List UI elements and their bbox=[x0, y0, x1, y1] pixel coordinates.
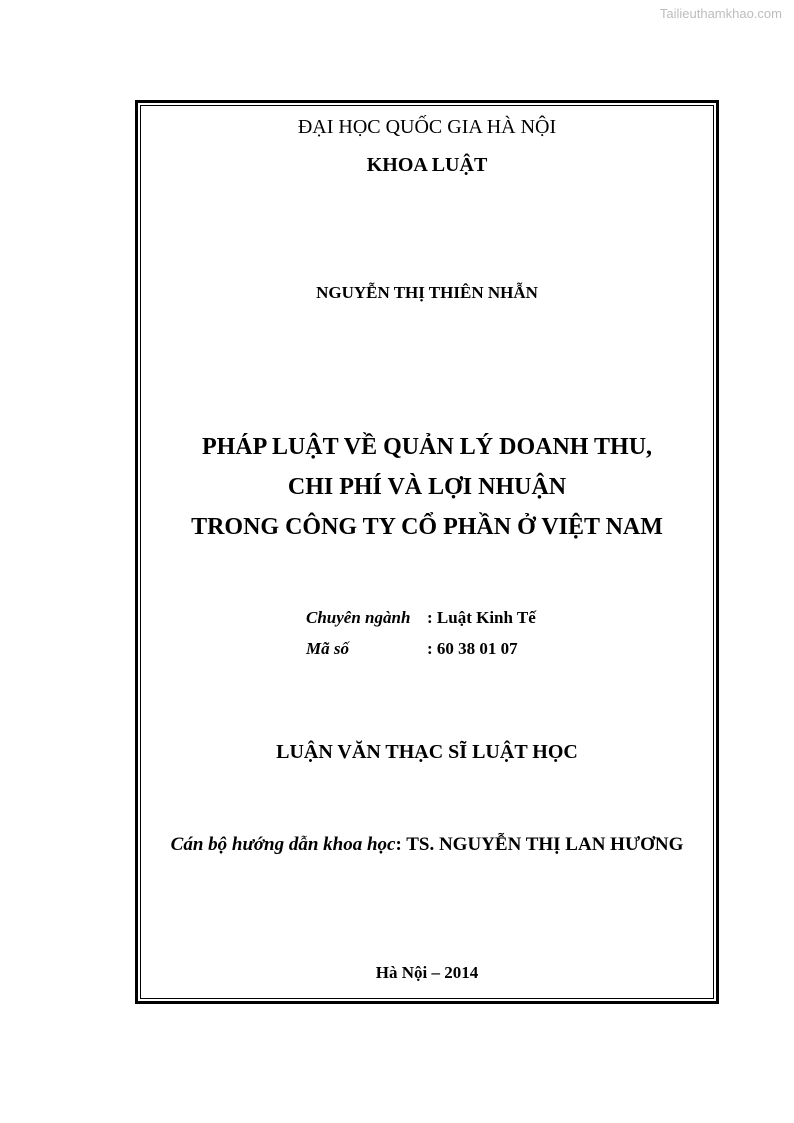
thesis-title-line-1: PHÁP LUẬT VỀ QUẢN LÝ DOANH THU, bbox=[201, 434, 653, 460]
cover-border bbox=[135, 100, 719, 1004]
place-date: Hà Nội – 2014 bbox=[375, 963, 479, 982]
major-label: Chuyên ngành bbox=[306, 608, 411, 627]
supervisor-line bbox=[138, 834, 716, 856]
watermark: Tailieuthamkhao.com bbox=[659, 6, 782, 21]
thesis-title-line-3: TRONG CÔNG TY CỔ PHẦN Ở VIỆT NAM bbox=[191, 514, 663, 540]
major-row bbox=[306, 608, 536, 628]
supervisor-label: Cán bộ hướng dẫn khoa học bbox=[170, 834, 396, 855]
cover-inner-border bbox=[140, 105, 714, 999]
major-value: : Luật Kinh Tế bbox=[427, 608, 536, 627]
supervisor-value: : TS. NGUYỄN THỊ LAN HƯƠNG bbox=[395, 834, 684, 855]
author-name: NGUYỄN THỊ THIÊN NHẪN bbox=[316, 283, 538, 302]
university-name: ĐẠI HỌC QUỐC GIA HÀ NỘI bbox=[297, 116, 557, 138]
thesis-title-line-2: CHI PHÍ VÀ LỢI NHUẬN bbox=[287, 474, 567, 500]
code-row bbox=[306, 639, 518, 659]
faculty-name: KHOA LUẬT bbox=[366, 154, 488, 176]
code-value: : 60 38 01 07 bbox=[427, 639, 518, 658]
degree-title: LUẬN VĂN THẠC SĨ LUẬT HỌC bbox=[276, 741, 578, 763]
code-label: Mã số bbox=[306, 639, 349, 658]
